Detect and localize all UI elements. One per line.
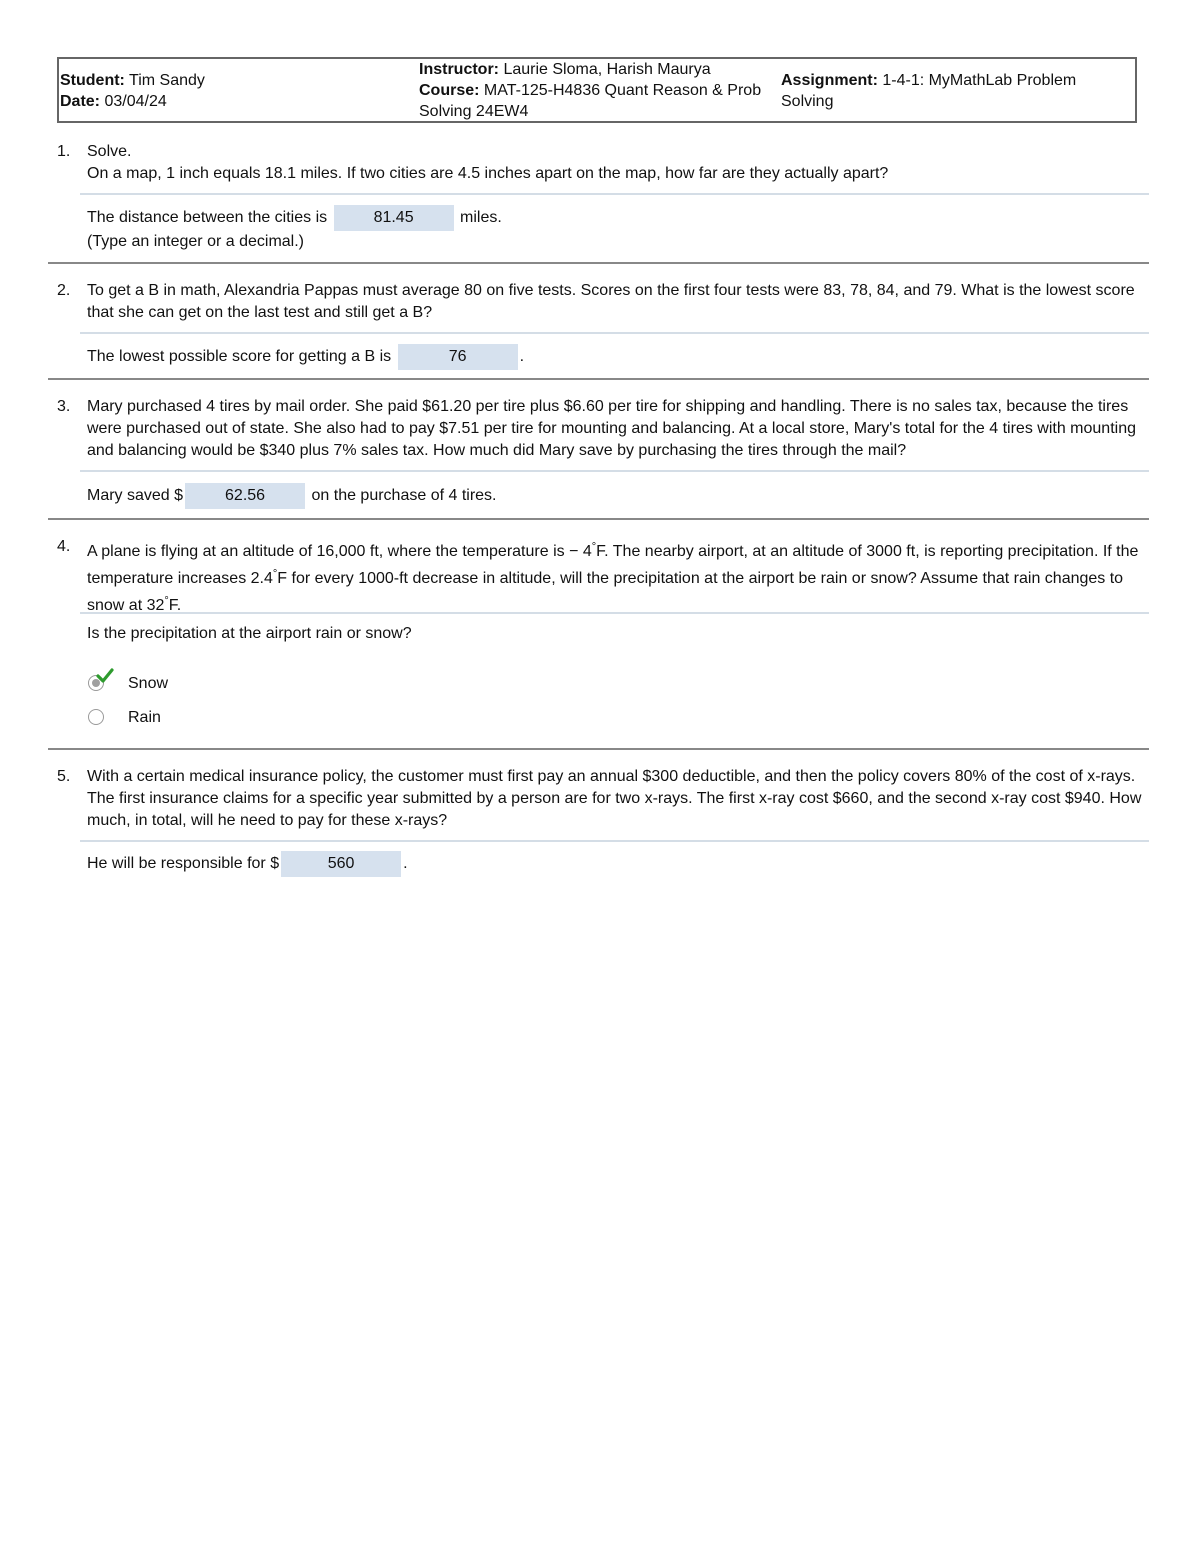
answer-prefix: The lowest possible score for getting a B is xyxy=(87,348,392,366)
course-label: Course: xyxy=(419,82,480,99)
answer-box[interactable]: 81.45 xyxy=(334,205,454,231)
question-separator xyxy=(48,378,1149,380)
question-text-part: F for every 1000-ft decrease in altitude, will the precipitation at the airport be rain or snow? Assume that rain changes to snow at 32 xyxy=(87,570,1124,614)
student-label: Student: xyxy=(60,72,125,89)
question-3 xyxy=(48,396,1149,516)
question-instruction: Solve. xyxy=(87,143,132,160)
question-separator xyxy=(48,262,1149,264)
answer-prefix: He will be responsible for $ xyxy=(87,855,280,873)
radio-label: Snow xyxy=(128,675,169,692)
assignment-label: Assignment: xyxy=(781,72,878,89)
question-divider xyxy=(80,193,1149,195)
assignment-name: 1-4-1: MyMathLab Problem Solving xyxy=(781,72,1077,110)
question-text-part: F. xyxy=(168,597,182,614)
assignment-info xyxy=(781,70,1131,112)
answer-prefix: The distance between the cities is xyxy=(87,209,328,227)
question-divider xyxy=(80,470,1149,472)
question-text xyxy=(87,141,1147,185)
checkmark-icon xyxy=(96,667,114,685)
question-body: With a certain medical insurance policy, the customer must first pay an annual $300 deductible, and then the policy covers 80% of the cost of x-rays. The first insurance claims for a specific year submitted by a person are for two x-rays. The first x-ray cost $660, and the second x-ray cost $940. How much, in total, will he need to pay for these x-rays? xyxy=(87,768,1142,829)
radio-label: Rain xyxy=(128,709,161,726)
answer-prompt: Is the precipitation at the airport rain or snow? xyxy=(87,625,412,642)
answer-box[interactable]: 62.56 xyxy=(185,483,305,509)
question-number: 2. xyxy=(57,282,71,299)
answer-line xyxy=(87,851,408,877)
question-separator xyxy=(48,748,1149,750)
question-number: 3. xyxy=(57,398,71,415)
question-separator xyxy=(48,518,1149,520)
answer-suffix: . xyxy=(403,855,408,873)
question-divider xyxy=(80,612,1149,614)
question-5 xyxy=(48,766,1149,886)
student-info xyxy=(60,70,410,112)
course-info xyxy=(419,59,769,122)
answer-suffix: . xyxy=(519,348,525,366)
question-body xyxy=(87,536,1147,617)
date-value: 03/04/24 xyxy=(104,93,167,110)
date-label: Date: xyxy=(60,93,101,110)
question-text-part: F. The nearby airport, at an altitude of 3000 ft, is reporting precipitation. If the temperature increases 2.4 xyxy=(87,543,1139,587)
answer-suffix: miles. xyxy=(460,209,502,227)
question-number: 4. xyxy=(57,538,71,555)
question-2 xyxy=(48,280,1149,375)
question-divider xyxy=(80,332,1149,334)
instructor-name: Laurie Sloma, Harish Maurya xyxy=(503,61,711,78)
degree-symbol: ° xyxy=(591,541,597,553)
degree-symbol: ° xyxy=(272,568,278,580)
question-body: Mary purchased 4 tires by mail order. She paid $61.20 per tire plus $6.60 per tire for shipping and handling. There is no sales tax, because the tires were purchased out of state. She also had to pay $7.51 per tire for mounting and balancing. At a local store, Mary's total for the 4 tires with mounting and balancing would be $340 plus 7% sales tax. How much did Mary save by purchasing the tires through the mail? xyxy=(87,398,1136,459)
assignment-header xyxy=(57,57,1137,123)
question-body: To get a B in math, Alexandria Pappas must average 80 on five tests. Scores on the first four tests were 83, 78, 84, and 79. What is the lowest score that she can get on the last test and still get a B? xyxy=(87,282,1135,321)
answer-hint: (Type an integer or a decimal.) xyxy=(87,233,304,250)
answer-line xyxy=(87,483,497,509)
answer-line xyxy=(87,205,502,231)
question-divider xyxy=(80,840,1149,842)
answer-box[interactable]: 560 xyxy=(281,851,401,877)
answer-prefix: Mary saved $ xyxy=(87,487,184,505)
answer-line xyxy=(87,344,524,370)
question-body: On a map, 1 inch equals 18.1 miles. If two cities are 4.5 inches apart on the map, how far are they actually apart? xyxy=(87,165,889,182)
course-name: MAT-125-H4836 Quant Reason & Prob Solving 24EW4 xyxy=(419,82,762,120)
radio-button[interactable] xyxy=(88,709,104,725)
question-number: 1. xyxy=(57,143,71,160)
degree-symbol: ° xyxy=(164,595,169,607)
answer-box[interactable]: 76 xyxy=(398,344,518,370)
question-1 xyxy=(48,141,1149,261)
question-4 xyxy=(48,536,1149,741)
question-text-part: A plane is flying at an altitude of 16,000 ft, where the temperature is − 4 xyxy=(87,543,592,560)
instructor-label: Instructor: xyxy=(419,61,499,78)
student-name: Tim Sandy xyxy=(129,72,205,89)
answer-suffix: on the purchase of 4 tires. xyxy=(311,487,497,505)
question-number: 5. xyxy=(57,768,71,785)
